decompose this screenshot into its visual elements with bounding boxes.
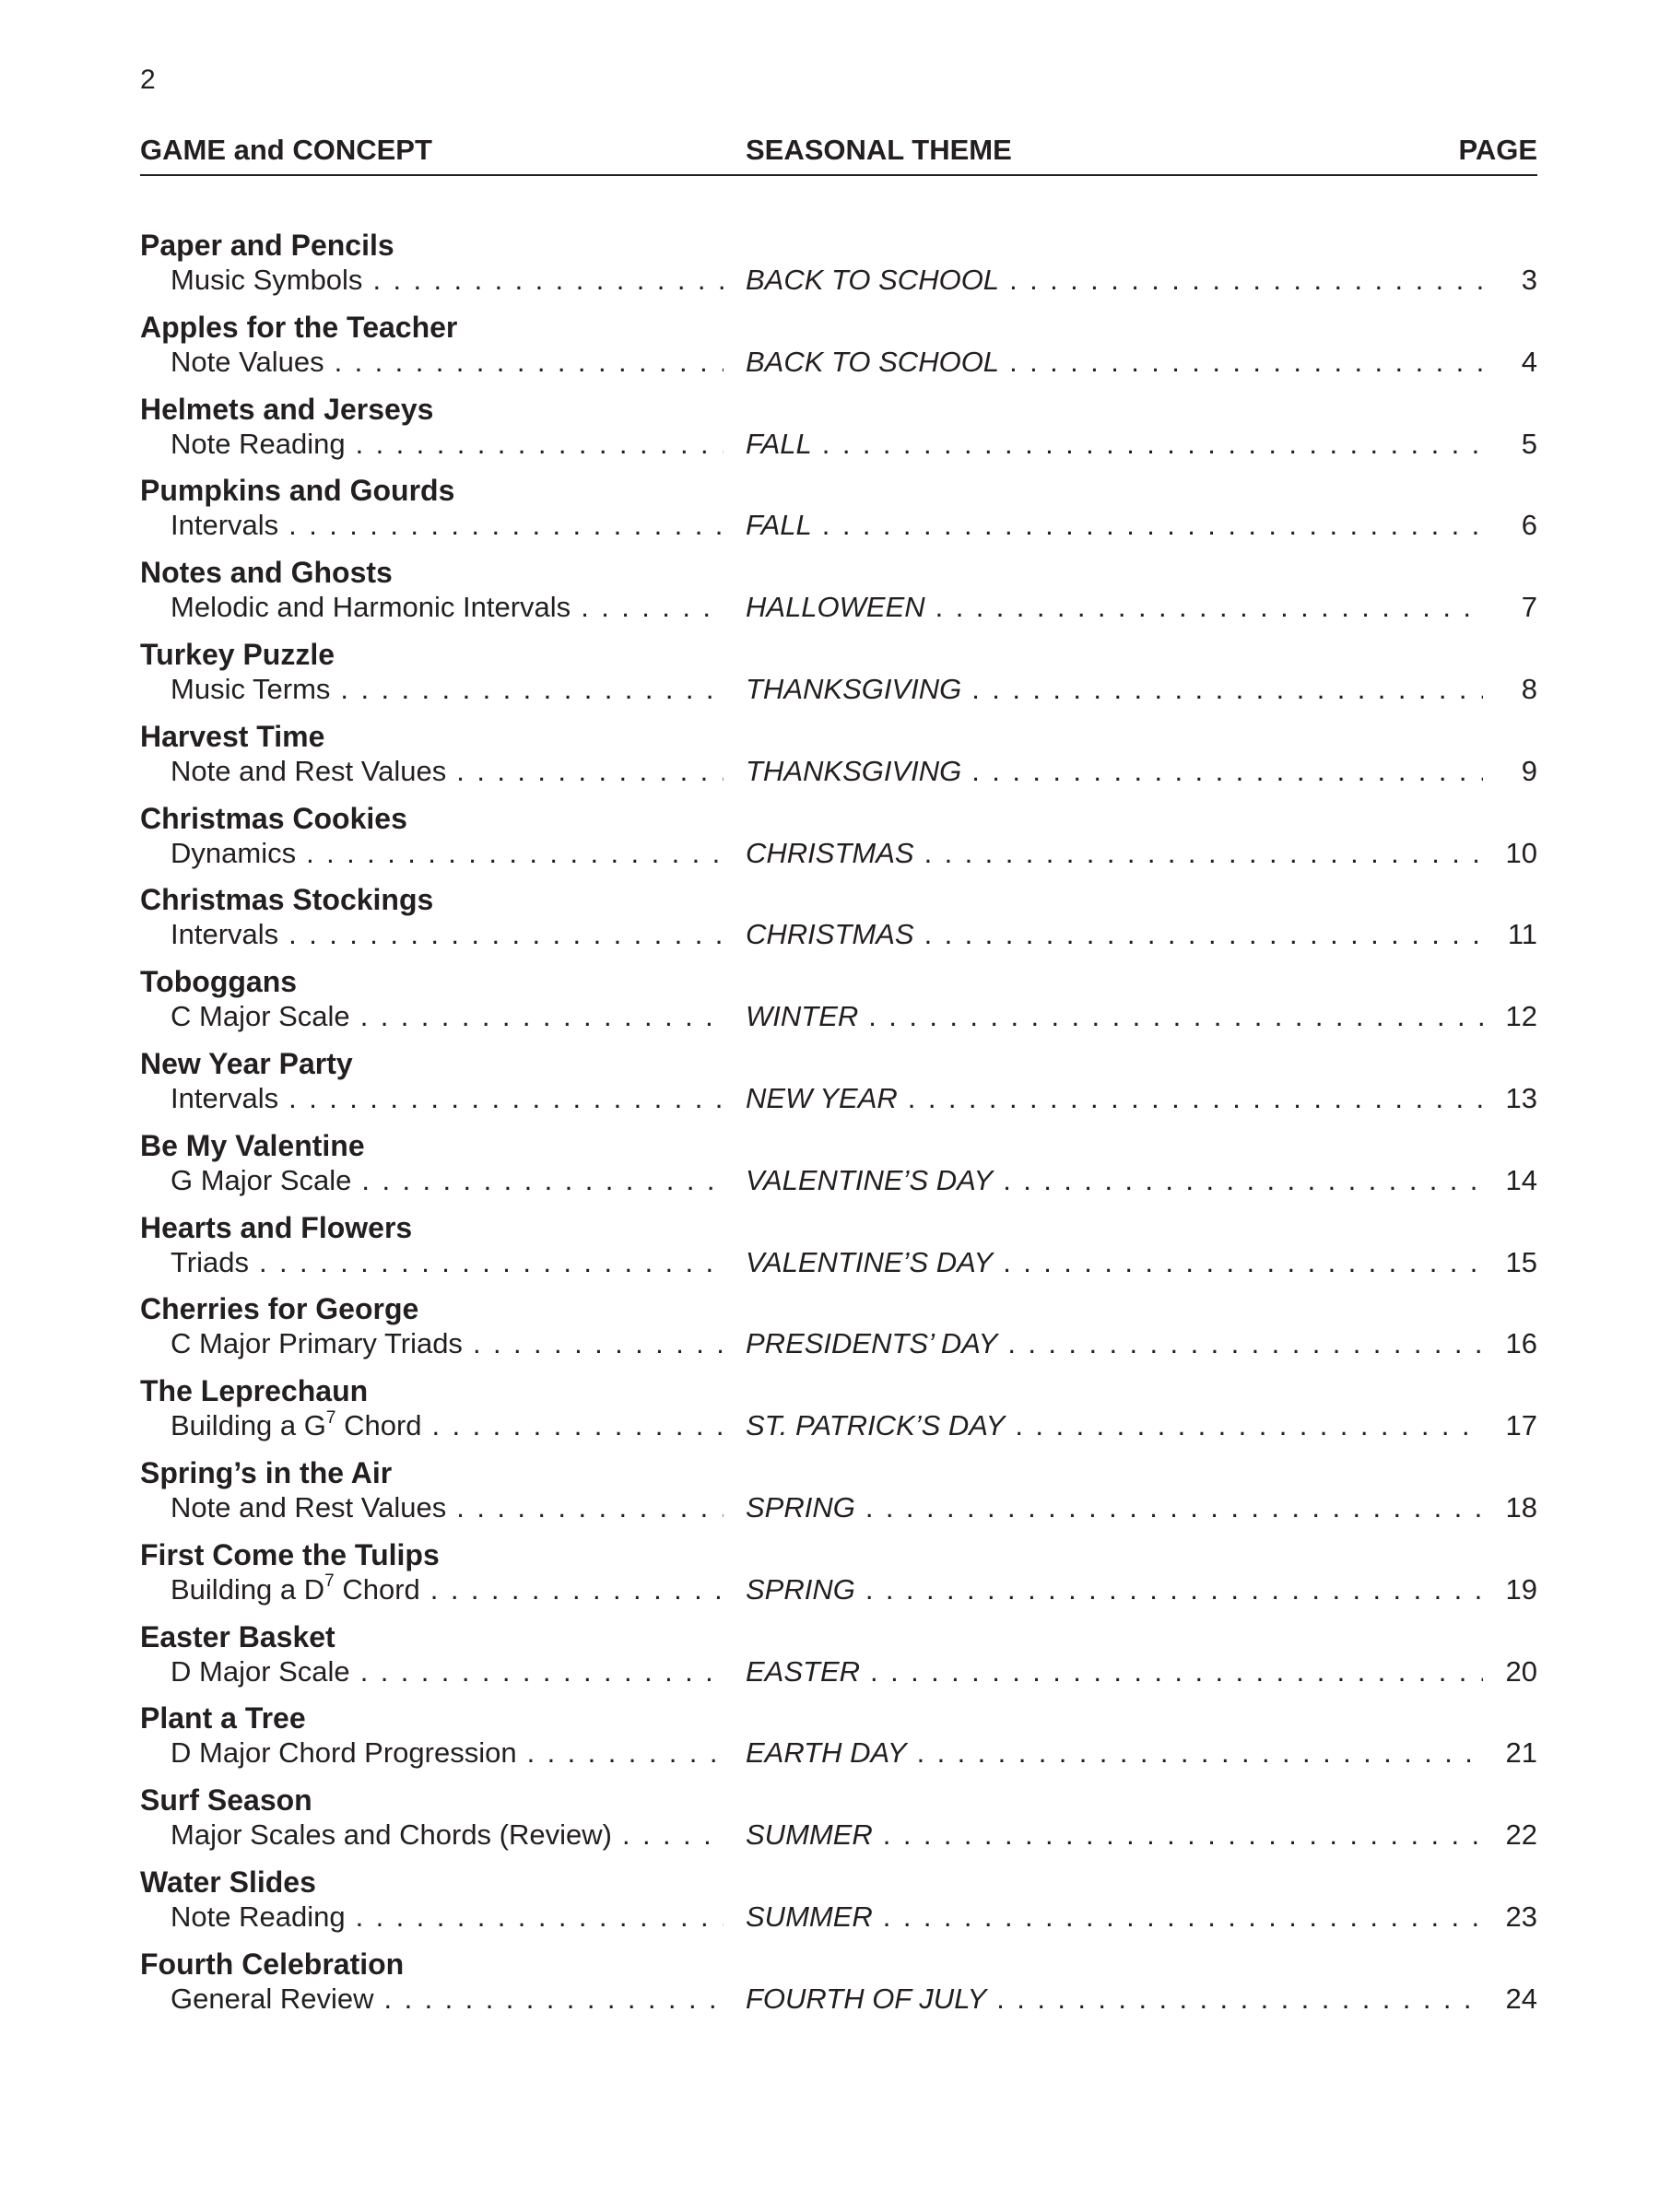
toc-entry <box>140 636 1537 718</box>
seasonal-theme <box>746 1244 1483 1281</box>
seasonal-theme <box>746 998 1483 1035</box>
game-title: Plant a Tree <box>140 1701 306 1735</box>
theme-text: SUMMER <box>746 1900 873 1933</box>
page-ref: 3 <box>1518 262 1537 299</box>
seasonal-theme <box>746 671 1483 708</box>
theme-text: WINTER <box>746 1000 859 1033</box>
seasonal-theme <box>746 1325 1483 1362</box>
concept <box>171 1407 724 1444</box>
toc-entry <box>140 1946 1537 2028</box>
concept-text: Intervals <box>171 509 279 542</box>
page-ref: 18 <box>1502 1489 1537 1526</box>
concept <box>171 589 724 626</box>
toc-line <box>140 671 1537 708</box>
seasonal-theme <box>746 589 1483 626</box>
concept-text: Note Reading <box>171 1900 346 1933</box>
toc-entry <box>140 1127 1537 1209</box>
concept <box>171 1653 724 1690</box>
concept <box>171 1244 724 1281</box>
toc-entry <box>140 1864 1537 1946</box>
game-title: The Leprechaun <box>140 1374 369 1408</box>
game-title: Harvest Time <box>140 719 325 753</box>
concept <box>171 1325 724 1362</box>
concept-text: C Major Primary Triads <box>171 1327 463 1360</box>
theme-text: PRESIDENTS’ DAY <box>746 1327 998 1360</box>
concept-text: Music Symbols <box>171 264 363 296</box>
toc-entry <box>140 1700 1537 1782</box>
seasonal-theme <box>746 1817 1483 1853</box>
theme-text: VALENTINE’S DAY <box>746 1245 994 1278</box>
toc-line <box>140 1162 1537 1199</box>
page-ref: 8 <box>1518 671 1537 708</box>
concept <box>171 753 724 790</box>
concept-text: Intervals <box>171 1081 279 1114</box>
game-title: Toboggans <box>140 965 298 999</box>
theme-text: EARTH DAY <box>746 1736 907 1770</box>
header-page: PAGE <box>1458 134 1537 166</box>
seasonal-theme <box>746 1735 1483 1771</box>
toc-entry <box>140 718 1537 800</box>
theme-text: VALENTINE’S DAY <box>746 1163 994 1196</box>
toc-line <box>140 916 1537 953</box>
toc-line <box>140 507 1537 544</box>
concept <box>171 916 724 953</box>
seasonal-theme <box>746 262 1483 299</box>
concept <box>171 507 724 544</box>
toc-entry <box>140 227 1537 309</box>
page-ref: 15 <box>1502 1244 1537 1281</box>
game-title: Apples for the Teacher <box>140 310 458 344</box>
seasonal-theme <box>746 1571 1483 1608</box>
toc-line <box>140 1244 1537 1281</box>
toc-line <box>140 1735 1537 1771</box>
concept-text: Note Reading <box>171 427 346 460</box>
theme-text: FALL <box>746 509 812 542</box>
game-title: Water Slides <box>140 1865 316 1899</box>
concept <box>171 835 724 872</box>
concept <box>171 1571 724 1608</box>
seasonal-theme <box>746 753 1483 790</box>
seasonal-theme <box>746 1162 1483 1199</box>
concept <box>171 1735 724 1771</box>
concept <box>171 344 724 381</box>
toc-line <box>140 589 1537 626</box>
toc-entry <box>140 1454 1537 1536</box>
concept <box>171 1817 724 1853</box>
toc-line <box>140 1407 1537 1444</box>
page-ref: 16 <box>1502 1325 1537 1362</box>
seasonal-theme <box>746 1407 1483 1444</box>
theme-text: EASTER <box>746 1654 861 1688</box>
toc-line <box>140 1899 1537 1936</box>
theme-text: THANKSGIVING <box>746 754 962 787</box>
concept-text: General Review <box>171 1982 374 2015</box>
game-title: Notes and Ghosts <box>140 556 393 590</box>
game-title: New Year Party <box>140 1046 353 1080</box>
concept <box>171 1899 724 1936</box>
header-seasonal-theme: SEASONAL THEME <box>746 134 1012 166</box>
concept-text: Music Terms <box>171 672 331 705</box>
concept <box>171 426 724 463</box>
toc-entry <box>140 963 1537 1045</box>
seasonal-theme <box>746 507 1483 544</box>
theme-text: SPRING <box>746 1572 855 1606</box>
page-ref: 14 <box>1502 1162 1537 1199</box>
theme-text: BACK TO SCHOOL <box>746 345 1000 378</box>
game-title: Surf Season <box>140 1783 312 1818</box>
theme-text: NEW YEAR <box>746 1081 898 1114</box>
concept-text: Melodic and Harmonic Intervals <box>171 591 571 624</box>
toc-entry <box>140 554 1537 636</box>
toc-entry <box>140 1372 1537 1454</box>
seasonal-theme <box>746 835 1483 872</box>
game-title: Spring’s in the Air <box>140 1455 393 1489</box>
seasonal-theme <box>746 1489 1483 1526</box>
theme-text: ST. PATRICK’S DAY <box>746 1409 1006 1442</box>
toc-line <box>140 1489 1537 1526</box>
table-header <box>140 134 1537 176</box>
page-ref: 10 <box>1502 835 1537 872</box>
concept <box>171 998 724 1035</box>
toc-entry <box>140 1536 1537 1618</box>
page-number: 2 <box>140 65 156 95</box>
toc-entry <box>140 881 1537 963</box>
seasonal-theme <box>746 1653 1483 1690</box>
game-title: Cherries for George <box>140 1292 419 1326</box>
seasonal-theme <box>746 1981 1483 2018</box>
toc-entry <box>140 1782 1537 1864</box>
theme-text: CHRISTMAS <box>746 836 914 869</box>
concept-text: D Major Chord Progression <box>171 1736 517 1770</box>
page-ref: 9 <box>1518 753 1537 790</box>
concept <box>171 1080 724 1117</box>
page-ref: 17 <box>1502 1407 1537 1444</box>
toc-entry <box>140 1290 1537 1372</box>
concept-text: Major Scales and Chords (Review) <box>171 1818 612 1852</box>
concept-text: Triads <box>171 1245 249 1278</box>
concept <box>171 1489 724 1526</box>
toc-line <box>140 1571 1537 1608</box>
concept-text: Building a D <box>171 1572 325 1606</box>
game-title: Turkey Puzzle <box>140 637 335 671</box>
page-ref: 13 <box>1502 1080 1537 1117</box>
concept-text: Dynamics <box>171 836 297 869</box>
seasonal-theme <box>746 916 1483 953</box>
page-ref: 7 <box>1518 589 1537 626</box>
game-title: Be My Valentine <box>140 1128 365 1162</box>
concept-text: C Major Scale <box>171 1000 350 1033</box>
concept-text: Note Values <box>171 345 324 378</box>
table-of-contents <box>140 227 1537 2028</box>
page-ref: 24 <box>1502 1981 1537 2018</box>
page-ref: 23 <box>1502 1899 1537 1936</box>
page-ref: 5 <box>1518 426 1537 463</box>
game-title: Fourth Celebration <box>140 1947 405 1981</box>
theme-text: HALLOWEEN <box>746 591 925 624</box>
concept-text: G Major Scale <box>171 1163 352 1196</box>
toc-entry <box>140 391 1537 473</box>
game-title: Christmas Cookies <box>140 801 407 835</box>
header-game-concept: GAME and CONCEPT <box>140 134 432 166</box>
toc-line <box>140 344 1537 381</box>
seasonal-theme <box>746 426 1483 463</box>
toc-entry <box>140 1618 1537 1700</box>
toc-entry <box>140 309 1537 391</box>
game-title: Hearts and Flowers <box>140 1210 413 1244</box>
concept-superscript: 7 <box>324 1571 335 1592</box>
theme-text: SPRING <box>746 1490 855 1524</box>
concept-text: D Major Scale <box>171 1654 350 1688</box>
toc-entry <box>140 1209 1537 1291</box>
toc-line <box>140 1325 1537 1362</box>
concept-text: Building a G <box>171 1409 326 1442</box>
game-title: Easter Basket <box>140 1619 335 1653</box>
theme-text: FALL <box>746 427 812 460</box>
toc-line <box>140 1817 1537 1853</box>
game-title: First Come the Tulips <box>140 1537 440 1571</box>
theme-text: SUMMER <box>746 1818 873 1852</box>
seasonal-theme <box>746 344 1483 381</box>
page-ref: 20 <box>1502 1653 1537 1690</box>
toc-line <box>140 998 1537 1035</box>
game-title: Christmas Stockings <box>140 883 434 917</box>
game-title: Helmets and Jerseys <box>140 392 434 426</box>
theme-text: THANKSGIVING <box>746 672 962 705</box>
toc-line <box>140 262 1537 299</box>
toc-line <box>140 835 1537 872</box>
concept-text: Note and Rest Values <box>171 1490 447 1524</box>
toc-entry <box>140 1045 1537 1127</box>
page-ref: 12 <box>1502 998 1537 1035</box>
page-ref: 4 <box>1518 344 1537 381</box>
seasonal-theme <box>746 1080 1483 1117</box>
toc-line <box>140 1981 1537 2018</box>
page-ref: 11 <box>1504 916 1537 953</box>
page-ref: 21 <box>1502 1735 1537 1771</box>
concept-text-suffix: Chord <box>335 1409 422 1442</box>
theme-text: BACK TO SCHOOL <box>746 264 1000 296</box>
game-title: Paper and Pencils <box>140 229 394 262</box>
concept-superscript: 7 <box>325 1407 336 1428</box>
toc-entry <box>140 472 1537 554</box>
toc-line <box>140 753 1537 790</box>
page-ref: 22 <box>1502 1817 1537 1853</box>
concept <box>171 1981 724 2018</box>
concept-text-suffix: Chord <box>334 1572 420 1606</box>
concept-text: Note and Rest Values <box>171 754 447 787</box>
toc-line <box>140 1080 1537 1117</box>
seasonal-theme <box>746 1899 1483 1936</box>
toc-line <box>140 1653 1537 1690</box>
page-ref: 6 <box>1518 507 1537 544</box>
toc-entry <box>140 800 1537 882</box>
concept <box>171 262 724 299</box>
theme-text: CHRISTMAS <box>746 918 914 951</box>
toc-line <box>140 426 1537 463</box>
concept <box>171 671 724 708</box>
concept-text: Intervals <box>171 918 279 951</box>
concept <box>171 1162 724 1199</box>
page-ref: 19 <box>1502 1571 1537 1608</box>
game-title: Pumpkins and Gourds <box>140 474 455 508</box>
theme-text: FOURTH OF JULY <box>746 1982 987 2015</box>
